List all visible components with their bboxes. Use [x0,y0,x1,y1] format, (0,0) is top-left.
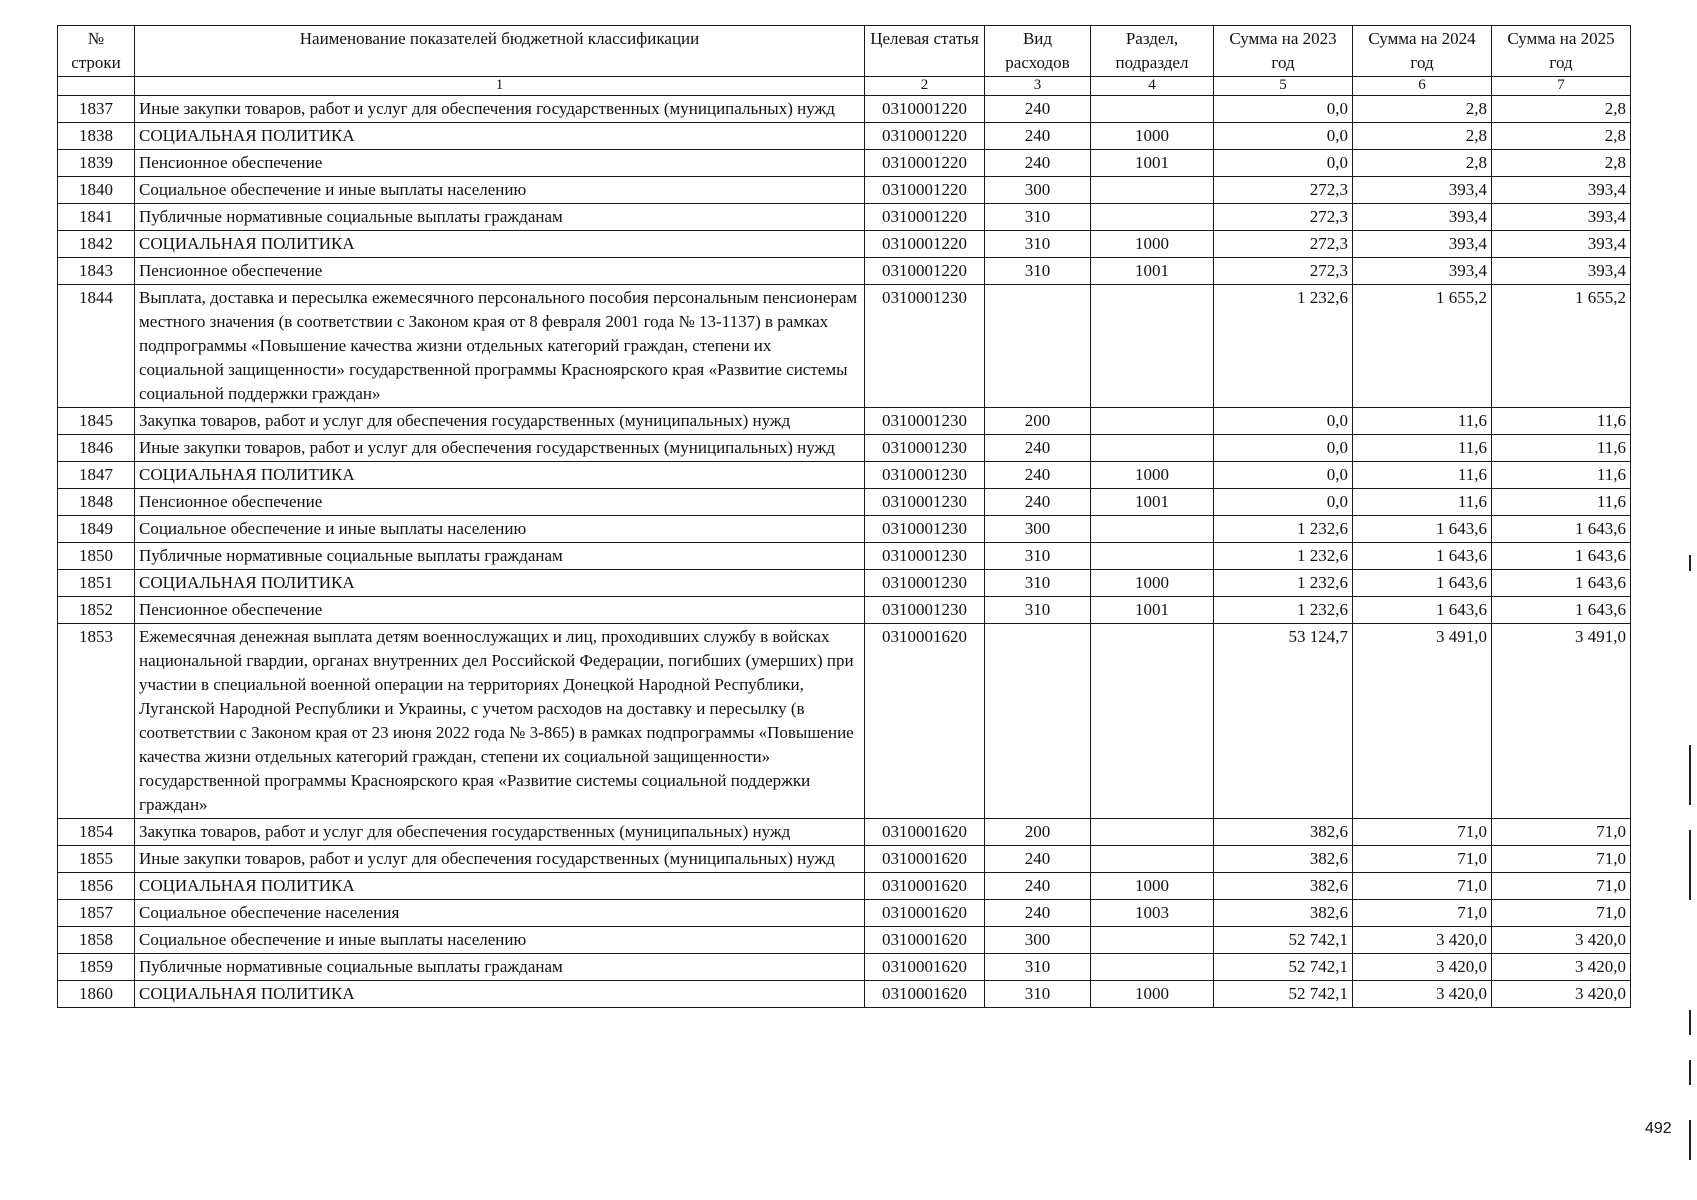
cell-sum-2025: 71,0 [1492,873,1631,900]
table-row [58,231,1631,258]
cell-row-number: 1848 [58,489,135,516]
budget-table [57,25,1631,1008]
cell-section: 1000 [1091,570,1214,597]
cell-target-article: 0310001230 [865,543,985,570]
scan-edge-mark [1689,830,1691,900]
cell-expense-type: 300 [985,177,1091,204]
cell-target-article: 0310001230 [865,408,985,435]
cell-sum-2025: 3 420,0 [1492,981,1631,1008]
cell-section [1091,285,1214,408]
cell-sum-2025: 11,6 [1492,489,1631,516]
cell-target-article: 0310001220 [865,204,985,231]
cell-sum-2024: 71,0 [1353,819,1492,846]
cell-section [1091,846,1214,873]
cell-indicator-name: Социальное обеспечение и иные выплаты населению [135,516,865,543]
cell-sum-2023: 0,0 [1214,408,1353,435]
cell-sum-2025: 393,4 [1492,204,1631,231]
cell-expense-type: 310 [985,570,1091,597]
table-row [58,258,1631,285]
cell-sum-2025: 2,8 [1492,123,1631,150]
table-row [58,150,1631,177]
cell-indicator-name: Закупка товаров, работ и услуг для обеспечения государственных (муниципальных) нужд [135,408,865,435]
cell-sum-2025: 1 643,6 [1492,570,1631,597]
cell-sum-2024: 1 643,6 [1353,597,1492,624]
table-row [58,981,1631,1008]
cell-target-article: 0310001620 [865,954,985,981]
cell-sum-2025: 3 491,0 [1492,624,1631,819]
cell-section [1091,543,1214,570]
cell-row-number: 1843 [58,258,135,285]
cell-indicator-name: СОЦИАЛЬНАЯ ПОЛИТИКА [135,981,865,1008]
cell-expense-type: 240 [985,435,1091,462]
cell-target-article: 0310001230 [865,516,985,543]
cell-section [1091,204,1214,231]
cell-indicator-name: Пенсионное обеспечение [135,258,865,285]
cell-section [1091,408,1214,435]
cell-indicator-name: Пенсионное обеспечение [135,150,865,177]
cell-indicator-name: Социальное обеспечение и иные выплаты населению [135,927,865,954]
cell-section [1091,624,1214,819]
cell-sum-2024: 2,8 [1353,96,1492,123]
cell-section: 1001 [1091,489,1214,516]
cell-target-article: 0310001620 [865,846,985,873]
cell-indicator-name: СОЦИАЛЬНАЯ ПОЛИТИКА [135,231,865,258]
table-row [58,819,1631,846]
cell-sum-2025: 71,0 [1492,819,1631,846]
cell-expense-type [985,624,1091,819]
cell-sum-2023: 272,3 [1214,204,1353,231]
cell-sum-2023: 52 742,1 [1214,954,1353,981]
cell-sum-2023: 53 124,7 [1214,624,1353,819]
cell-target-article: 0310001620 [865,819,985,846]
cell-target-article: 0310001220 [865,123,985,150]
cell-section [1091,96,1214,123]
cell-row-number: 1860 [58,981,135,1008]
cell-section: 1001 [1091,150,1214,177]
cell-expense-type: 200 [985,408,1091,435]
cell-sum-2024: 71,0 [1353,873,1492,900]
table-row [58,570,1631,597]
cell-row-number: 1856 [58,873,135,900]
cell-expense-type: 310 [985,204,1091,231]
cell-indicator-name: Социальное обеспечение населения [135,900,865,927]
cell-section [1091,516,1214,543]
table-header-row [58,26,1631,77]
column-number: 7 [1492,77,1631,96]
cell-indicator-name: Публичные нормативные социальные выплаты гражданам [135,954,865,981]
cell-row-number: 1851 [58,570,135,597]
cell-sum-2023: 382,6 [1214,819,1353,846]
cell-indicator-name: СОЦИАЛЬНАЯ ПОЛИТИКА [135,570,865,597]
cell-sum-2024: 393,4 [1353,177,1492,204]
column-number: 5 [1214,77,1353,96]
cell-sum-2023: 0,0 [1214,123,1353,150]
column-number: 6 [1353,77,1492,96]
cell-sum-2025: 393,4 [1492,258,1631,285]
cell-indicator-name: Пенсионное обеспечение [135,489,865,516]
header-sum-2023: Сумма на 2023 год [1214,26,1353,77]
cell-indicator-name: СОЦИАЛЬНАЯ ПОЛИТИКА [135,462,865,489]
column-number-blank [58,77,135,96]
column-number: 3 [985,77,1091,96]
cell-sum-2024: 11,6 [1353,408,1492,435]
cell-row-number: 1854 [58,819,135,846]
cell-sum-2023: 0,0 [1214,150,1353,177]
cell-row-number: 1852 [58,597,135,624]
cell-expense-type: 240 [985,150,1091,177]
column-number: 1 [135,77,865,96]
table-row [58,177,1631,204]
cell-target-article: 0310001230 [865,462,985,489]
header-row-number: № строки [58,26,135,77]
cell-section [1091,177,1214,204]
cell-sum-2024: 393,4 [1353,258,1492,285]
cell-expense-type: 240 [985,873,1091,900]
cell-expense-type: 310 [985,543,1091,570]
cell-expense-type: 310 [985,597,1091,624]
cell-sum-2024: 3 420,0 [1353,981,1492,1008]
cell-target-article: 0310001230 [865,285,985,408]
cell-expense-type: 300 [985,927,1091,954]
cell-sum-2025: 1 643,6 [1492,597,1631,624]
scan-edge-mark [1689,745,1691,805]
table-body [58,96,1631,1008]
cell-sum-2024: 11,6 [1353,435,1492,462]
cell-target-article: 0310001620 [865,624,985,819]
cell-sum-2023: 272,3 [1214,258,1353,285]
cell-target-article: 0310001220 [865,258,985,285]
cell-indicator-name: СОЦИАЛЬНАЯ ПОЛИТИКА [135,123,865,150]
table-row [58,543,1631,570]
cell-sum-2025: 3 420,0 [1492,927,1631,954]
cell-sum-2023: 0,0 [1214,489,1353,516]
cell-sum-2024: 1 655,2 [1353,285,1492,408]
cell-sum-2024: 71,0 [1353,900,1492,927]
cell-section: 1000 [1091,231,1214,258]
cell-sum-2023: 272,3 [1214,231,1353,258]
cell-sum-2023: 1 232,6 [1214,285,1353,408]
cell-section: 1000 [1091,981,1214,1008]
cell-row-number: 1841 [58,204,135,231]
cell-indicator-name: Иные закупки товаров, работ и услуг для обеспечения государственных (муниципальных) нужд [135,96,865,123]
scan-edge-mark [1689,1010,1691,1035]
cell-expense-type: 300 [985,516,1091,543]
cell-indicator-name: Иные закупки товаров, работ и услуг для обеспечения государственных (муниципальных) нужд [135,846,865,873]
cell-expense-type: 310 [985,981,1091,1008]
cell-sum-2023: 52 742,1 [1214,927,1353,954]
scan-edge-mark [1689,1120,1691,1160]
cell-row-number: 1847 [58,462,135,489]
cell-sum-2025: 1 643,6 [1492,543,1631,570]
cell-section: 1001 [1091,597,1214,624]
cell-sum-2025: 71,0 [1492,846,1631,873]
cell-expense-type: 200 [985,819,1091,846]
column-number-row [58,77,1631,96]
table-row [58,846,1631,873]
cell-sum-2023: 1 232,6 [1214,570,1353,597]
table-row [58,516,1631,543]
cell-target-article: 0310001220 [865,150,985,177]
cell-row-number: 1838 [58,123,135,150]
cell-target-article: 0310001220 [865,177,985,204]
cell-indicator-name: Иные закупки товаров, работ и услуг для обеспечения государственных (муниципальных) нужд [135,435,865,462]
cell-section [1091,954,1214,981]
cell-indicator-name: Выплата, доставка и пересылка ежемесячного персонального пособия персональным пенсионерам местного значения (в соответствии с Законом края от 8 февраля 2001 года № 13-1137) в рамках подпрограммы «Повышение качества жизни отдельных категорий граждан, степени их социальной защищенности» государственной программы Красноярского края «Развитие системы социальной поддержки граждан» [135,285,865,408]
cell-row-number: 1858 [58,927,135,954]
cell-row-number: 1853 [58,624,135,819]
header-target-article: Целевая статья [865,26,985,77]
cell-indicator-name: СОЦИАЛЬНАЯ ПОЛИТИКА [135,873,865,900]
cell-expense-type: 240 [985,846,1091,873]
cell-row-number: 1837 [58,96,135,123]
header-sum-2024: Сумма на 2024 год [1353,26,1492,77]
scan-edge-mark [1689,555,1691,571]
cell-indicator-name: Закупка товаров, работ и услуг для обеспечения государственных (муниципальных) нужд [135,819,865,846]
cell-row-number: 1844 [58,285,135,408]
cell-sum-2025: 1 655,2 [1492,285,1631,408]
cell-sum-2024: 71,0 [1353,846,1492,873]
cell-indicator-name: Социальное обеспечение и иные выплаты населению [135,177,865,204]
cell-row-number: 1840 [58,177,135,204]
cell-section: 1001 [1091,258,1214,285]
cell-sum-2023: 382,6 [1214,846,1353,873]
header-expense-type: Вид расходов [985,26,1091,77]
cell-target-article: 0310001620 [865,981,985,1008]
cell-row-number: 1839 [58,150,135,177]
cell-row-number: 1850 [58,543,135,570]
header-sum-2025: Сумма на 2025 год [1492,26,1631,77]
cell-expense-type [985,285,1091,408]
cell-expense-type: 240 [985,123,1091,150]
table-row [58,123,1631,150]
cell-sum-2023: 382,6 [1214,900,1353,927]
cell-sum-2025: 393,4 [1492,177,1631,204]
column-number: 2 [865,77,985,96]
cell-sum-2023: 0,0 [1214,462,1353,489]
cell-sum-2024: 1 643,6 [1353,543,1492,570]
cell-row-number: 1857 [58,900,135,927]
cell-sum-2024: 3 420,0 [1353,954,1492,981]
cell-expense-type: 240 [985,96,1091,123]
cell-row-number: 1849 [58,516,135,543]
header-section: Раздел, подраздел [1091,26,1214,77]
cell-indicator-name: Ежемесячная денежная выплата детям военнослужащих и лиц, проходивших службу в войсках национальной гвардии, органах внутренних дел Российской Федерации, погибших (умерших) при участии в специальной военной операции на территориях Донецкой Народной Республики, Луганской Народной Республики и Украины, с учетом расходов на доставку и пересылку (в соответствии с Законом края от 23 июня 2022 года № 3-865) в рамках подпрограммы «Повышение качества жизни отдельных категорий граждан, степени их социальной защищенности» государственной программы Красноярского края «Развитие системы социальной поддержки граждан» [135,624,865,819]
cell-target-article: 0310001230 [865,489,985,516]
cell-sum-2025: 3 420,0 [1492,954,1631,981]
cell-sum-2023: 0,0 [1214,435,1353,462]
cell-section [1091,435,1214,462]
cell-sum-2025: 2,8 [1492,150,1631,177]
cell-expense-type: 310 [985,231,1091,258]
table-row [58,96,1631,123]
table-row [58,597,1631,624]
cell-target-article: 0310001230 [865,570,985,597]
cell-indicator-name: Пенсионное обеспечение [135,597,865,624]
table-row [58,204,1631,231]
column-number: 4 [1091,77,1214,96]
cell-section [1091,819,1214,846]
cell-section: 1000 [1091,123,1214,150]
cell-sum-2024: 393,4 [1353,231,1492,258]
cell-target-article: 0310001620 [865,873,985,900]
cell-sum-2025: 393,4 [1492,231,1631,258]
table-row [58,954,1631,981]
cell-target-article: 0310001230 [865,597,985,624]
table-row [58,489,1631,516]
cell-sum-2024: 3 420,0 [1353,927,1492,954]
cell-expense-type: 240 [985,462,1091,489]
cell-sum-2023: 382,6 [1214,873,1353,900]
table-row [58,462,1631,489]
cell-sum-2024: 3 491,0 [1353,624,1492,819]
cell-sum-2023: 1 232,6 [1214,516,1353,543]
table-row [58,435,1631,462]
cell-row-number: 1845 [58,408,135,435]
cell-expense-type: 240 [985,900,1091,927]
cell-indicator-name: Публичные нормативные социальные выплаты гражданам [135,543,865,570]
cell-target-article: 0310001220 [865,96,985,123]
cell-section [1091,927,1214,954]
cell-expense-type: 310 [985,954,1091,981]
table-row [58,900,1631,927]
cell-target-article: 0310001620 [865,927,985,954]
cell-sum-2025: 11,6 [1492,408,1631,435]
cell-sum-2023: 272,3 [1214,177,1353,204]
table-row [58,408,1631,435]
cell-sum-2025: 11,6 [1492,462,1631,489]
cell-sum-2024: 2,8 [1353,123,1492,150]
cell-sum-2024: 11,6 [1353,462,1492,489]
cell-sum-2025: 71,0 [1492,900,1631,927]
cell-sum-2025: 1 643,6 [1492,516,1631,543]
cell-sum-2024: 1 643,6 [1353,570,1492,597]
cell-sum-2024: 11,6 [1353,489,1492,516]
table-row [58,285,1631,408]
cell-expense-type: 310 [985,258,1091,285]
cell-expense-type: 240 [985,489,1091,516]
cell-target-article: 0310001230 [865,435,985,462]
cell-row-number: 1855 [58,846,135,873]
cell-sum-2023: 0,0 [1214,96,1353,123]
cell-sum-2024: 393,4 [1353,204,1492,231]
table-row [58,624,1631,819]
table-row [58,873,1631,900]
cell-sum-2024: 1 643,6 [1353,516,1492,543]
cell-sum-2025: 11,6 [1492,435,1631,462]
scan-edge-mark [1689,1060,1691,1085]
header-indicator-name: Наименование показателей бюджетной классификации [135,26,865,77]
cell-row-number: 1859 [58,954,135,981]
cell-section: 1000 [1091,873,1214,900]
table-row [58,927,1631,954]
cell-row-number: 1846 [58,435,135,462]
cell-indicator-name: Публичные нормативные социальные выплаты гражданам [135,204,865,231]
cell-sum-2023: 1 232,6 [1214,543,1353,570]
cell-sum-2023: 1 232,6 [1214,597,1353,624]
cell-sum-2025: 2,8 [1492,96,1631,123]
cell-target-article: 0310001620 [865,900,985,927]
cell-sum-2023: 52 742,1 [1214,981,1353,1008]
page-number: 492 [1645,1120,1672,1137]
cell-section: 1000 [1091,462,1214,489]
cell-row-number: 1842 [58,231,135,258]
cell-section: 1003 [1091,900,1214,927]
cell-target-article: 0310001220 [865,231,985,258]
cell-sum-2024: 2,8 [1353,150,1492,177]
